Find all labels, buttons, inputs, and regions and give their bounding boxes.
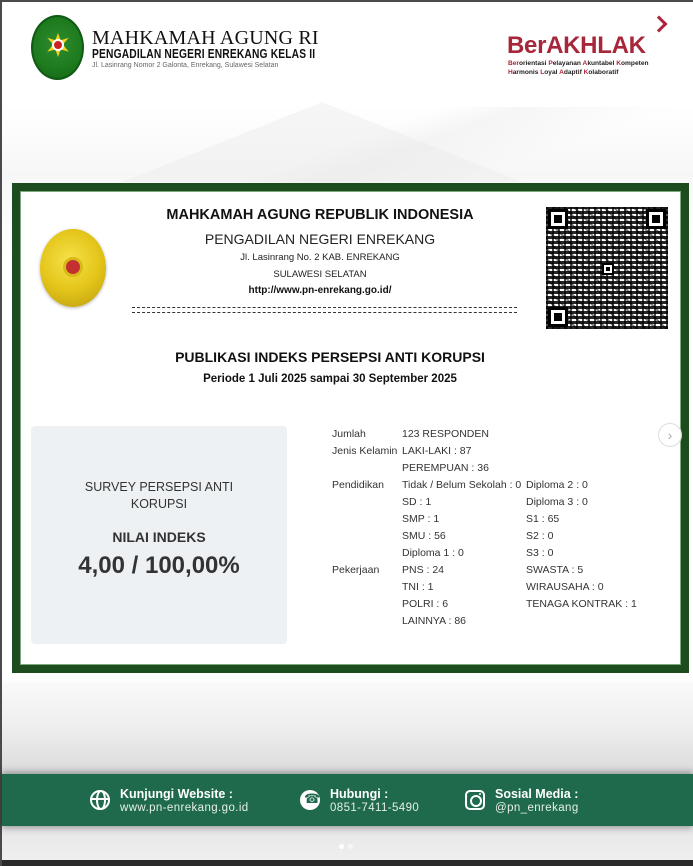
logo-core-icon <box>52 39 64 51</box>
court-province: SULAWESI SELATAN <box>273 269 367 280</box>
stat-value: POLRI : 6 <box>402 598 449 610</box>
stat-value: Diploma 3 : 0 <box>526 496 588 508</box>
survey-label-line2: KORUPSI <box>130 497 188 511</box>
court-name: PENGADILAN NEGERI ENREKANG <box>204 231 436 247</box>
stat-value: SMU : 56 <box>402 530 446 542</box>
publication-title: PUBLIKASI INDEKS PERSEPSI ANTI KORUPSI <box>175 349 485 365</box>
carousel-next-button[interactable]: › <box>658 423 682 447</box>
berakhlak-tagline <box>508 60 649 77</box>
carousel-dot[interactable] <box>348 844 353 849</box>
instagram-post <box>2 2 693 866</box>
qr-finder <box>548 209 568 229</box>
stat-value: SWASTA : 5 <box>526 564 584 576</box>
header-separator <box>132 307 517 313</box>
stat-value: WIRAUSAHA : 0 <box>526 581 604 593</box>
mahkamah-agung-logo-icon <box>31 15 84 80</box>
stat-label-pekerjaan: Pekerjaan <box>332 564 380 576</box>
stat-value: Tidak / Belum Sekolah : 0 <box>402 479 522 491</box>
qr-finder <box>548 307 568 327</box>
stat-label-jumlah: Jumlah <box>332 428 366 440</box>
stat-value: SD : 1 <box>402 496 432 508</box>
stat-value-jumlah: 123 RESPONDEN <box>402 428 489 440</box>
footer-social-handle: @pn_enrekang <box>495 802 579 814</box>
court-website: http://www.pn-enrekang.go.id/ <box>248 285 392 296</box>
footer-contact-phone: 0851-7411-5490 <box>330 802 420 814</box>
stat-value: TENAGA KONTRAK : 1 <box>526 598 637 610</box>
berakhlak-tagline-line2: Harmonis Loyal Adaptif Kolaboratif <box>508 68 619 76</box>
qr-finder <box>646 209 666 229</box>
stat-value: LAINNYA : 86 <box>402 615 467 627</box>
stat-value: SMP : 1 <box>402 513 440 525</box>
stat-label-pendidikan: Pendidikan <box>332 479 384 491</box>
stat-value: Diploma 2 : 0 <box>526 479 588 491</box>
bottom-edge <box>2 860 693 866</box>
contact-footer <box>2 774 693 826</box>
instagram-icon <box>465 790 485 810</box>
nilai-indeks-label: NILAI INDEKS <box>112 529 206 545</box>
berakhlak-tagline-line1: Berorientasi Pelayanan Akuntabel Kompeten <box>508 60 649 67</box>
survey-label-line1: SURVEY PERSEPSI ANTI <box>84 480 234 494</box>
footer-contact-heading: Hubungi : <box>330 787 389 801</box>
footer-website-url: www.pn-enrekang.go.id <box>120 802 249 814</box>
publication-period: Periode 1 Juli 2025 sampai 30 September 2025 <box>203 373 457 385</box>
stat-value: LAKI-LAKI : 87 <box>402 445 472 457</box>
qr-alignment <box>602 263 614 275</box>
stat-value: S2 : 0 <box>526 530 554 542</box>
footer-website-heading: Kunjungi Website : <box>120 787 233 801</box>
survey-label <box>31 479 287 513</box>
berakhlak-chevron-icon <box>651 16 668 33</box>
header-subtitle: PENGADILAN NEGERI ENREKANG KELAS II <box>92 47 316 61</box>
footer-website <box>90 787 290 815</box>
globe-icon <box>90 790 110 810</box>
background-building-fade <box>2 682 693 772</box>
anti-corruption-index-card <box>12 183 689 673</box>
phone-icon <box>300 790 320 810</box>
berakhlak-logo: BerAKHLAK <box>507 32 646 59</box>
footer-social-heading: Sosial Media : <box>495 787 579 801</box>
stat-value: S3 : 0 <box>526 547 554 559</box>
header-address: Jl. Lasinrang Nomor 2 Galonta, Enrekang, Sulawesi Selatan <box>92 62 279 69</box>
nilai-indeks-value: 4,00 / 100,00% <box>78 552 240 579</box>
stat-value: S1 : 65 <box>526 513 560 525</box>
footer-social <box>465 787 625 815</box>
stat-value: TNI : 1 <box>402 581 434 593</box>
qr-code-icon <box>546 207 668 329</box>
stat-value: PNS : 24 <box>402 564 445 576</box>
footer-contact <box>300 787 460 815</box>
stat-value: Diploma 1 : 0 <box>402 547 464 559</box>
header-title: MAHKAMAH AGUNG RI <box>92 27 319 49</box>
stat-label-jenis-kelamin: Jenis Kelamin <box>332 445 398 457</box>
org-name: MAHKAMAH AGUNG REPUBLIK INDONESIA <box>166 207 474 223</box>
court-address: Jl. Lasinrang No. 2 KAB. ENREKANG <box>240 252 400 263</box>
background-roof-texture <box>132 107 692 187</box>
index-summary-box <box>31 426 287 644</box>
stat-value: PEREMPUAN : 36 <box>402 462 489 474</box>
carousel-dot-active[interactable] <box>339 844 344 849</box>
